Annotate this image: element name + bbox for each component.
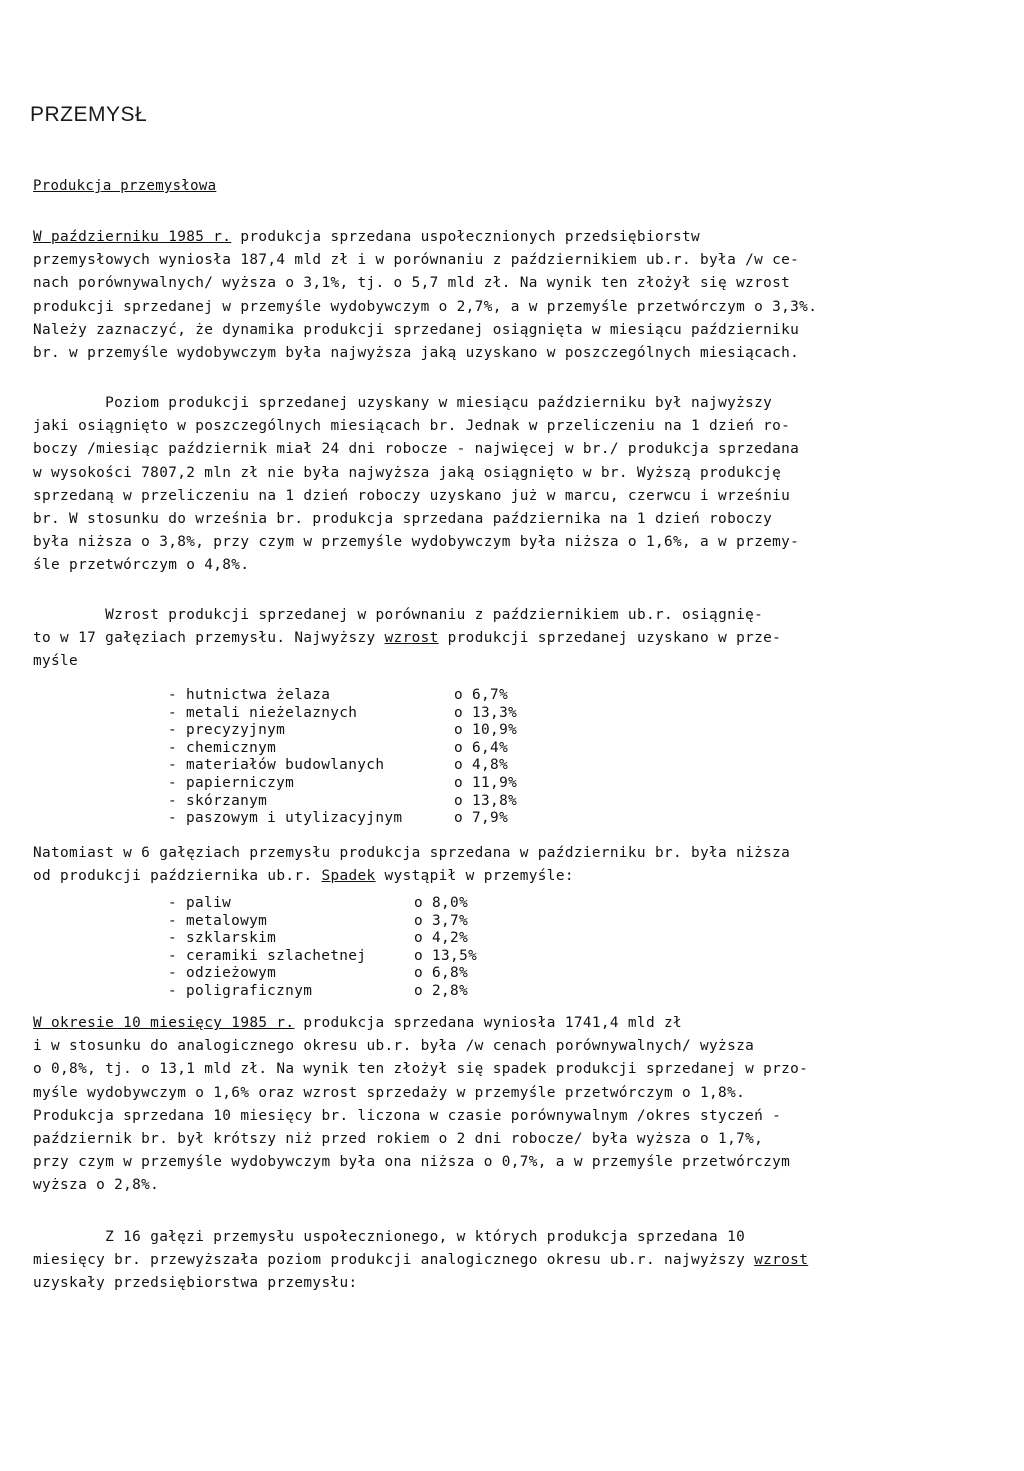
paragraph-decline-intro (33, 842, 933, 888)
paragraph-lead: W październiku 1985 r. (33, 229, 232, 245)
list-item (168, 793, 517, 811)
paragraph-text: wystąpił w przemyśle: (375, 868, 574, 885)
list-item-value: o 7,9% (454, 810, 509, 827)
list-item-value: o 4,8% (454, 757, 509, 774)
list-item (168, 740, 517, 758)
paragraph-text: Poziom produkcji sprzedanej uzyskany w miesiącu październiku był najwyższy jaki osiągnięto w poszczególnych miesiącach br. Jednak w przeliczeniu na 1 dzień ro- boczy /miesiąc październik miał 24 dni robocze - najwięcej w br./ produkcja sprzedana w wysokości 7807,2 mln zł nie była najwyższa jaką osiągnięto w br. Wyższą produkcję sprzedaną w przeliczeniu na 1 dzień roboczy uzyskano już w marcu, czerwcu i wrześniu br. W stosunku do września br. produkcja sprzedana października na 1 dzień roboczy była niższa o 3,8%, przy czym w przemyśle wydobywczym była niższa o 1,6%, a w przemy- śle przetwórczym o 4,8%. (33, 395, 800, 574)
paragraph-production-level (33, 392, 933, 578)
list-item (168, 965, 477, 983)
list-item-value: o 6,8% (414, 965, 469, 982)
list-item-value: o 4,2% (414, 930, 469, 947)
list-item-name: - ceramiki szlachetnej (168, 947, 367, 964)
list-item (168, 687, 517, 705)
underlined-word: wzrost (754, 1252, 809, 1269)
list-item-name: - chemicznym (168, 739, 277, 756)
subsection-title: Produkcja przemysłowa (33, 178, 217, 194)
list-item-value: o 10,9% (454, 722, 518, 739)
paragraph-lead: W okresie 10 miesięcy 1985 r. (33, 1015, 295, 1031)
paragraph-growth-intro (33, 604, 933, 674)
decline-list (168, 895, 477, 1001)
section-title: PRZEMYSŁ (30, 103, 148, 126)
list-item-value: o 6,4% (454, 739, 509, 756)
list-item (168, 983, 477, 1001)
list-item-name: - papierniczym (168, 774, 295, 791)
list-item (168, 913, 477, 931)
list-item-name: - materiałów budowlanych (168, 757, 385, 774)
paragraph-ten-months (33, 1012, 933, 1198)
underlined-word: Spadek (321, 868, 376, 885)
list-item-name: - skórzanym (168, 792, 268, 809)
list-item-name: - precyzyjnym (168, 722, 286, 739)
paragraph-october-summary (33, 226, 933, 365)
list-item-value: o 11,9% (454, 774, 518, 791)
list-item-name: - hutnictwa żelaza (168, 687, 331, 703)
list-item-value: o 3,7% (414, 912, 469, 929)
list-item (168, 757, 517, 775)
list-item-name: - poligraficznym (168, 982, 313, 999)
list-item (168, 705, 517, 723)
paragraph-text: produkcja sprzedana uspołecznionych przedsiębiorstw przemysłowych wyniosła 187,4 mld zł i w porównaniu z październikiem ub.r. była /w ce- nach porównywalnych/ wyższa o 3,1%, tj. o 5,7 mld zł. Na wynik ten złożył się wzrost produkcji sprzedanej w przemyśle wydobywczym o 2,7%, a w przemyśle przetwórczym o 3,3%. Należy zaznaczyć, że dynamika produkcji sprzedanej osiągnięta w miesiącu październiku br. w przemyśle wydobywczym była najwyższa jaką uzyskano w poszczególnych miesiącach. (33, 229, 818, 362)
growth-list (168, 687, 517, 828)
list-item-name: - odzieżowym (168, 965, 277, 982)
list-item-name: - paliw (168, 895, 232, 911)
list-item-value: o 13,8% (454, 792, 518, 809)
paragraph-text: Natomiast w 6 gałęziach przemysłu produkcja sprzedana w październiku br. była niższa od produkcji października ub.r. (33, 845, 791, 885)
list-item (168, 775, 517, 793)
list-item (168, 810, 517, 828)
paragraph-text: Wzrost produkcji sprzedanej w porównaniu z październikiem ub.r. osiągnię- to w 17 gałęziach przemysłu. Najwyższy (33, 607, 764, 647)
list-item-value: o 13,3% (454, 704, 518, 721)
list-item-name: - szklarskim (168, 930, 277, 947)
list-item (168, 948, 477, 966)
paragraph-text: uzyskały przedsiębiorstwa przemysłu: (33, 1275, 358, 1292)
paragraph-text: produkcji sprzedanej uzyskano w prze- myśle (33, 630, 782, 670)
underlined-word: wzrost (384, 630, 439, 647)
paragraph-text: produkcja sprzedana wyniosła 1741,4 mld zł i w stosunku do analogicznego okresu ub.r. była /w cenach porównywalnych/ wyższa o 0,8%, tj. o 13,1 mld zł. Na wynik ten złożył się spadek produkcji sprzedanej w przo- myśle wydobywczym o 1,6% oraz wzrost sprzedaży w przemyśle przetwórczym o 1,8%. Produkcja sprzedana 10 miesięcy br. liczona w czasie porównywalnym /okres styczeń - październik br. był krótszy niż przed rokiem o 2 dni robocze/ była wyższa o 1,7%, przy czym w przemyśle wydobywczym była ona niższa o 0,7%, a w przemyśle przetwórczym wyższa o 2,8%. (33, 1015, 809, 1194)
list-item (168, 930, 477, 948)
paragraph-text: Z 16 gałęzi przemysłu uspołecznionego, w których produkcja sprzedana 10 miesięcy br. przewyższała poziom produkcji analogicznego okresu ub.r. najwyższy (33, 1229, 746, 1269)
list-item-value: o 6,7% (454, 687, 509, 703)
list-item-name: - metali nieżelaznych (168, 704, 358, 721)
list-item-name: - paszowym i utylizacyjnym (168, 810, 403, 827)
list-item-value: o 2,8% (414, 982, 469, 999)
paragraph-sixteen-branches (33, 1226, 933, 1296)
list-item-value: o 13,5% (414, 947, 478, 964)
list-item (168, 895, 477, 913)
list-item-value: o 8,0% (414, 895, 469, 911)
list-item (168, 722, 517, 740)
list-item-name: - metalowym (168, 912, 268, 929)
